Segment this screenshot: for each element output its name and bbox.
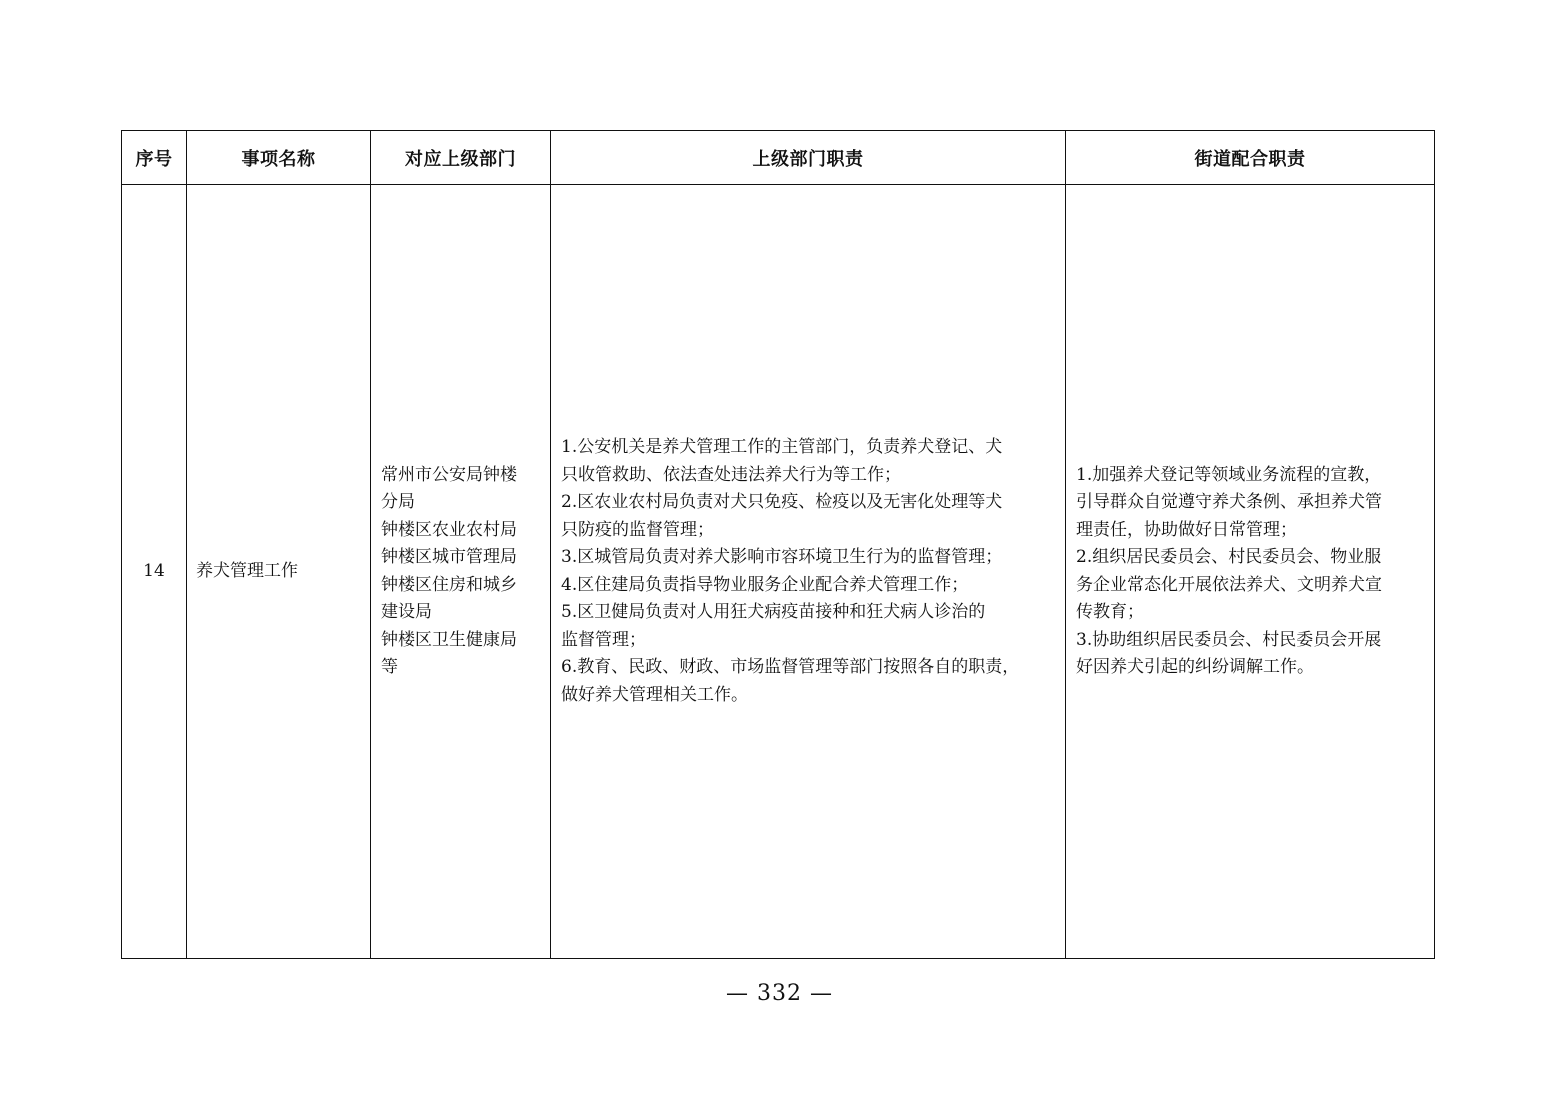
upper-duty-line: 3.区城管局负责对养犬影响市容环境卫生行为的监督管理；	[561, 547, 1003, 567]
street-duty-line: 务企业常态化开展依法养犬、文明养犬宣	[1076, 574, 1382, 595]
upper-duty-line: 2.区农业农村局负责对犬只免疫、检疫以及无害化处理等犬	[561, 492, 1003, 512]
upper-duty-line: 5.区卫健局负责对人用狂犬病疫苗接种和狂犬病人诊治的	[561, 602, 986, 622]
upper-duty-line: 1.公安机关是养犬管理工作的主管部门，负责养犬登记、犬	[561, 437, 1003, 457]
dept-line: 钟楼区农业农村局	[381, 519, 517, 540]
table-header-row	[122, 131, 1435, 185]
dept-line: 建设局	[381, 602, 432, 622]
upper-duty-line: 只收管救助、依法查处违法养犬行为等工作；	[561, 464, 901, 485]
street-duty-line: 引导群众自觉遵守养犬条例、承担养犬管	[1076, 492, 1382, 512]
street-duty-line: 传教育；	[1076, 602, 1144, 622]
row-upper-dept	[371, 185, 551, 959]
row-item-name: 养犬管理工作	[187, 185, 371, 959]
page-number: — 332 —	[726, 981, 833, 1006]
duty-table	[121, 130, 1435, 959]
dept-line: 分局	[381, 492, 415, 512]
street-duty-line: 2.组织居民委员会、村民委员会、物业服	[1076, 547, 1382, 567]
street-duty-line: 1.加强养犬登记等领域业务流程的宣教，	[1076, 464, 1382, 485]
upper-duty-line: 监督管理；	[561, 629, 646, 650]
street-duty-line: 3.协助组织居民委员会、村民委员会开展	[1076, 629, 1382, 650]
dept-line: 钟楼区卫生健康局	[381, 629, 517, 650]
upper-duty-line: 只防疫的监督管理；	[561, 519, 714, 540]
dept-line: 钟楼区住房和城乡	[381, 574, 517, 595]
upper-duty-line: 4.区住建局负责指导物业服务企业配合养犬管理工作；	[561, 574, 969, 595]
row-upper-duty	[551, 185, 1066, 959]
dept-line: 钟楼区城市管理局	[381, 547, 517, 567]
table-row	[122, 185, 1435, 959]
header-seq: 序号	[122, 131, 187, 185]
upper-duty-line: 6.教育、民政、财政、市场监督管理等部门按照各自的职责，	[561, 657, 1020, 677]
header-street-duty: 街道配合职责	[1066, 131, 1435, 185]
row-seq: 14	[122, 185, 187, 959]
header-item-name: 事项名称	[187, 131, 371, 185]
header-upper-dept: 对应上级部门	[371, 131, 551, 185]
dept-line: 等	[381, 657, 398, 677]
dept-line: 常州市公安局钟楼	[381, 464, 517, 485]
upper-duty-line: 做好养犬管理相关工作。	[561, 684, 748, 705]
header-upper-duty: 上级部门职责	[551, 131, 1066, 185]
row-street-duty	[1066, 185, 1435, 959]
street-duty-line: 好因养犬引起的纠纷调解工作。	[1076, 657, 1314, 677]
street-duty-line: 理责任，协助做好日常管理；	[1076, 519, 1297, 540]
